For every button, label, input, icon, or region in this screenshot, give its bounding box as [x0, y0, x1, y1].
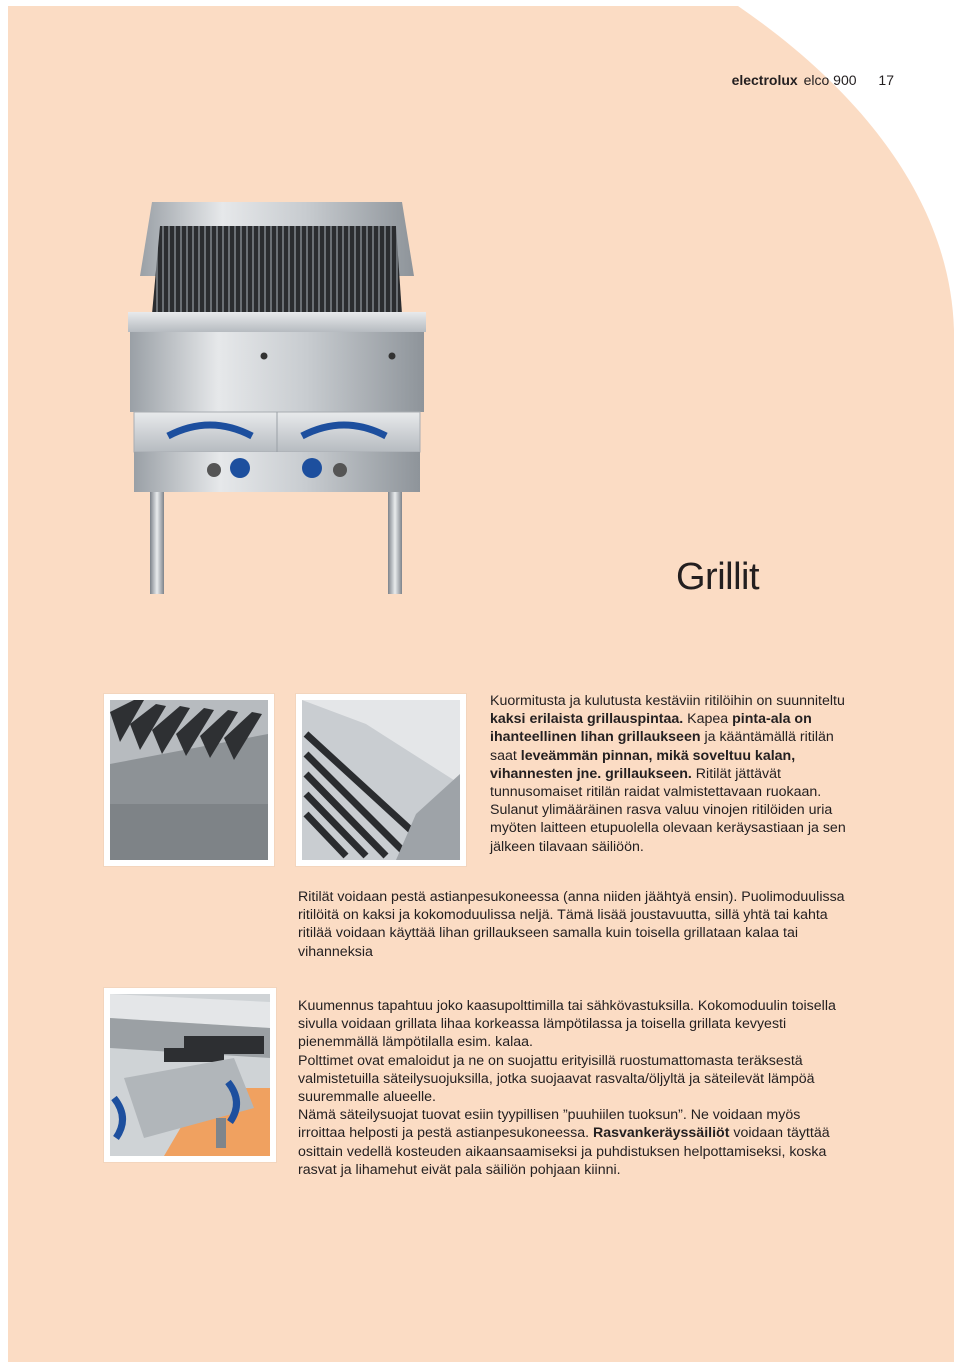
heating-text-1: Kuumennus tapahtuu joko kaasupolttimilla tai sähkövastuksilla. Kokomoduulin toisella sivulla voidaan grillata lihaa korkeassa lämpötilassa ja toisella grillata kevyesti pienemmällä lämpötilalla esim. kalaa. [298, 998, 836, 1051]
grate-angled-photo [296, 694, 466, 866]
cleaning-paragraph: Ritilät voidaan pestä astianpesukoneessa (anna niiden jäähtyä ensin). Puolimoduulissa ritilöitä on kaksi ja kokomoduulissa neljä. Tämä lisää joustavuutta, sillä yhtä tai kahta ritilää voidaan käyttää lihan grillaukseen samalla kuin toisella grillataan kalaa tai vihanneksia [298, 889, 845, 960]
section-title: Grillit [676, 556, 760, 598]
intro-text-4: Ritilät jättävät tunnusomaiset ritilän raidat valmistettavaan ruokaan. [490, 765, 822, 801]
intro-highlight-3: leveämmän pinnan, mikä soveltuu kalan, vihannesten jne. grillaukseen. [490, 747, 796, 782]
intro-paragraph [490, 692, 852, 856]
heating-text-3c: voidaan täyttää osittain vedellä kosteuden aikaansaamiseksi ja puhdistuksen helpottamiseksi, koska rasvat ja lihamehut eivät pala säiliön pohjaan kiinni. [298, 1125, 830, 1178]
brand-name: electrolux [731, 72, 798, 88]
intro-highlight-2: pinta-ala on ihanteellinen lihan grillaukseen [490, 711, 812, 746]
grease-tank-highlight: Rasvankeräyssäiliöt [592, 1125, 730, 1142]
model-name: elco 900 [803, 72, 857, 88]
intro-text-5: Sulanut ylimääräinen rasva valuu vinojen ritilöiden uria myöten laitteen etupuolella olevaan keräysastiaan ja sen jälkeen tilavaan säiliöön. [490, 802, 846, 855]
intro-text-3: ja kääntämällä ritilän saat [490, 729, 834, 764]
grill-product-photo [120, 196, 432, 600]
intro-text-2: Kapea [683, 711, 733, 728]
burner-photo [104, 988, 276, 1162]
heating-text-3 [298, 1106, 844, 1179]
heating-text-3a: Nämä säteilysuojat tuovat esiin tyypillisen ”puuhiilen tuoksun”. Ne voidaan myös irroittaa helposti ja pestä astianpesukoneessa. [298, 1107, 801, 1142]
heating-text-2: Polttimet ovat emaloidut ja ne on suojattu erityisillä ruostumattomasta teräksestä valmistetuilla säteilysuojuksilla, jotka suojaavat rasvalta/öljyltä ja säteilevät lämpöä suuremmalle alueelle. [298, 1052, 815, 1106]
running-header [732, 72, 894, 88]
intro-text-1: Kuormitusta ja kulutusta kestäviin ritilöihin on suunniteltu [490, 693, 845, 709]
grate-closeup-photo [104, 694, 274, 866]
page-number: 17 [878, 72, 894, 88]
intro-highlight-1: kaksi erilaista grillauspintaa. [490, 711, 684, 728]
heating-paragraph [298, 997, 844, 1179]
